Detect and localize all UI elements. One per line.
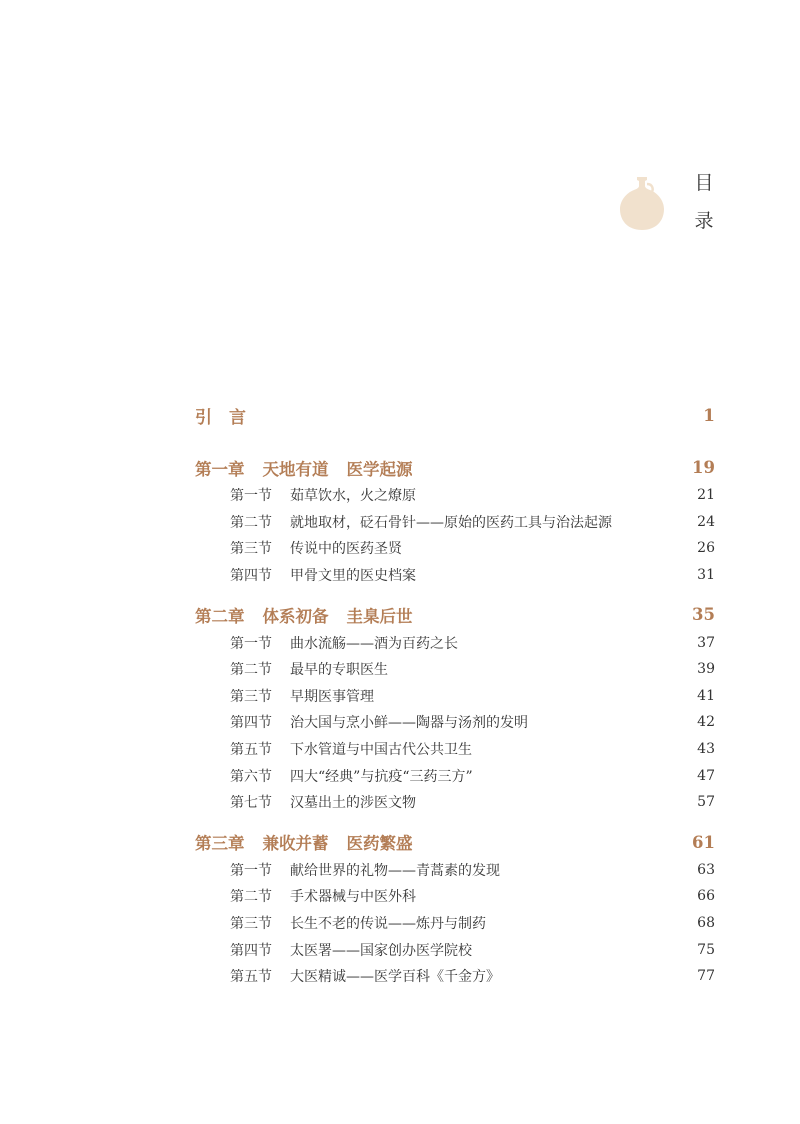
section-row[interactable] (195, 562, 715, 589)
chapter-title-a: 兼收并蓄 (262, 834, 329, 854)
section-number: 第四节 (230, 568, 272, 585)
section-number: 第五节 (230, 742, 272, 759)
section-page: 43 (697, 741, 715, 758)
section-row[interactable] (195, 482, 715, 509)
section-page: 41 (697, 687, 715, 704)
toc-intro-row[interactable] (195, 401, 715, 430)
section-number: 第二节 (230, 514, 272, 531)
section-label (230, 712, 528, 732)
section-row[interactable] (195, 789, 715, 816)
section-page: 31 (697, 567, 715, 584)
section-number: 第四节 (230, 942, 272, 959)
table-of-contents (195, 401, 715, 1002)
chapter-page: 35 (692, 605, 715, 625)
section-page: 66 (697, 888, 715, 905)
section-row[interactable] (195, 656, 715, 683)
section-row[interactable] (195, 883, 715, 910)
toc-heading (693, 164, 715, 240)
section-row[interactable] (195, 736, 715, 763)
section-label (230, 766, 473, 786)
chapter-row[interactable] (195, 453, 715, 482)
chapter-title (195, 603, 413, 627)
section-title: 早期医事管理 (290, 688, 374, 705)
section-row[interactable] (195, 629, 715, 656)
section-page: 39 (697, 661, 715, 678)
section-title: 下水管道与中国古代公共卫生 (290, 742, 472, 759)
section-title: 太医署——国家创办医学院校 (290, 942, 472, 959)
section-page: 47 (697, 767, 715, 784)
section-number: 第三节 (230, 688, 272, 705)
section-label (230, 966, 500, 986)
section-label (230, 940, 472, 960)
section-label (230, 512, 612, 532)
chapter-block (195, 600, 715, 815)
chapter-page: 61 (692, 832, 715, 852)
section-label (230, 792, 416, 812)
section-label (230, 538, 402, 558)
section-page: 68 (697, 915, 715, 932)
section-page: 77 (697, 968, 715, 985)
section-title: 献给世界的礼物——青蒿素的发现 (290, 862, 500, 879)
section-page: 24 (697, 513, 715, 530)
section-row[interactable] (195, 683, 715, 710)
section-number: 第三节 (230, 541, 272, 558)
chapter-title-b: 圭臬后世 (346, 606, 413, 626)
section-number: 第一节 (230, 862, 272, 879)
chapter-block (195, 453, 715, 588)
intro-title: 引 言 (195, 408, 246, 428)
section-title: 就地取材，砭石骨针——原始的医药工具与治法起源 (290, 514, 612, 531)
section-page: 42 (697, 714, 715, 731)
chapter-title-a: 天地有道 (262, 459, 329, 479)
chapter-title (195, 830, 413, 854)
section-page: 75 (697, 941, 715, 958)
chapter-number: 第二章 (195, 606, 245, 626)
section-row[interactable] (195, 509, 715, 536)
vase-icon (618, 175, 666, 231)
section-title: 甲骨文里的医史档案 (290, 568, 416, 585)
chapter-row[interactable] (195, 600, 715, 629)
chapter-list (195, 453, 715, 990)
section-label (230, 886, 416, 906)
section-label (230, 913, 486, 933)
section-page: 57 (697, 794, 715, 811)
section-number: 第二节 (230, 889, 272, 906)
section-title: 治大国与烹小鲜——陶器与汤剂的发明 (290, 715, 528, 732)
section-label (230, 686, 374, 706)
section-title: 汉墓出土的涉医文物 (290, 795, 416, 812)
section-row[interactable] (195, 762, 715, 789)
section-title: 长生不老的传说——炼丹与制药 (290, 916, 486, 933)
heading-char-1: 目 (694, 172, 714, 194)
section-title: 最早的专职医生 (290, 662, 388, 679)
section-row[interactable] (195, 857, 715, 884)
intro-page: 1 (703, 405, 715, 426)
section-title: 大医精诚——医学百科《千金方》 (290, 969, 500, 986)
section-page: 37 (697, 634, 715, 651)
section-number: 第四节 (230, 715, 272, 732)
chapter-title-b: 医药繁盛 (346, 834, 413, 854)
chapter-number: 第一章 (195, 459, 245, 479)
chapter-title (195, 456, 413, 480)
section-number: 第二节 (230, 662, 272, 679)
section-title: 手术器械与中医外科 (290, 889, 416, 906)
chapter-block (195, 828, 715, 990)
section-number: 第五节 (230, 969, 272, 986)
section-row[interactable] (195, 709, 715, 736)
section-title: 四大“经典”与抗疫“三药三方” (290, 768, 473, 785)
section-label (230, 633, 458, 653)
chapter-title-b: 医学起源 (346, 459, 413, 479)
section-number: 第六节 (230, 768, 272, 785)
section-row[interactable] (195, 910, 715, 937)
section-row[interactable] (195, 535, 715, 562)
section-title: 传说中的医药圣贤 (290, 541, 402, 558)
section-title: 曲水流觞——酒为百药之长 (290, 635, 458, 652)
section-number: 第一节 (230, 488, 272, 505)
section-number: 第三节 (230, 916, 272, 933)
section-label (230, 739, 472, 759)
section-row[interactable] (195, 936, 715, 963)
chapter-number: 第三章 (195, 834, 245, 854)
chapter-row[interactable] (195, 828, 715, 857)
section-number: 第一节 (230, 635, 272, 652)
section-label (230, 565, 416, 585)
section-title: 茹草饮水，火之燎原 (290, 488, 416, 505)
section-row[interactable] (195, 963, 715, 990)
section-number: 第七节 (230, 795, 272, 812)
section-page: 21 (697, 487, 715, 504)
chapter-title-a: 体系初备 (262, 606, 329, 626)
section-label (230, 485, 416, 505)
section-page: 26 (697, 540, 715, 557)
section-label (230, 659, 388, 679)
section-label (230, 860, 500, 880)
heading-char-2: 录 (694, 210, 714, 232)
chapter-page: 19 (692, 458, 715, 477)
section-page: 63 (697, 861, 715, 878)
